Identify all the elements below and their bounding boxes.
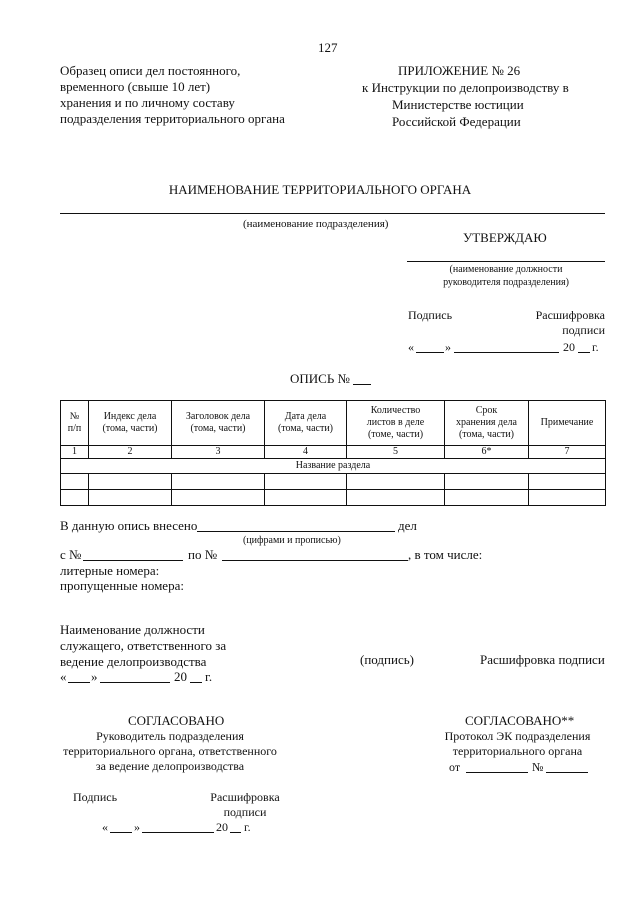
- approve-date-close: »: [445, 340, 451, 354]
- column-number: 5: [347, 446, 445, 459]
- agreed-right-from: от: [449, 760, 461, 774]
- agreed-left-title: СОГЛАСОВАНО: [128, 713, 225, 728]
- approve-year-suffix: г.: [592, 340, 599, 354]
- table-number-row: [61, 446, 606, 459]
- agreed-left-date-open: «: [102, 820, 108, 834]
- approve-position-line: [407, 261, 605, 262]
- table-cell: [89, 474, 172, 490]
- appendix-title: ПРИЛОЖЕНИЕ № 26: [398, 63, 521, 78]
- agreed-left-day-line: [110, 832, 132, 833]
- table-section-row: [61, 459, 606, 474]
- responsible-position: Наименование должности служащего, ответственного за ведение делопроизводства: [60, 622, 227, 669]
- from-number-line: [83, 560, 183, 561]
- approve-month-line: [454, 352, 559, 353]
- column-header: Количество листов в деле (томе, части): [347, 401, 445, 446]
- column-number: 2: [89, 446, 172, 459]
- appendix-line-2: к Инструкции по делопроизводству в: [362, 80, 569, 95]
- subdivision-hint: (наименование подразделения): [243, 218, 389, 230]
- table-cell: [61, 474, 89, 490]
- table-header-row: [61, 401, 606, 446]
- table-cell: [265, 474, 347, 490]
- to-number-line: [222, 560, 408, 561]
- table-row: [61, 490, 606, 506]
- digits-hint: (цифрами и прописью): [243, 535, 341, 546]
- table-cell: [445, 474, 529, 490]
- table-cell: [445, 490, 529, 506]
- approve-date-open: «: [408, 340, 414, 354]
- subdivision-line: [60, 213, 605, 214]
- agreed-left-year: 20: [216, 820, 228, 834]
- table-cell: [61, 490, 89, 506]
- appendix-line-4: Российской Федерации: [392, 114, 521, 129]
- agreed-left-year-line: [230, 832, 241, 833]
- agreed-left-year-suffix: г.: [244, 820, 251, 834]
- footer-date-close: »: [91, 669, 98, 684]
- page-number: 127: [318, 40, 338, 55]
- footer-year-line: [190, 682, 202, 683]
- table-cell: [265, 490, 347, 506]
- sample-description: Образец описи дел постоянного, временного (свыше 10 лет) хранения и по личному составу подразделения территориального органа: [60, 63, 285, 126]
- organization-name: НАИМЕНОВАНИЕ ТЕРРИТОРИАЛЬНОГО ОРГАНА: [168, 182, 472, 197]
- table-cell: [347, 474, 445, 490]
- agreed-left-signature: Подпись: [73, 790, 118, 804]
- column-number: 7: [529, 446, 606, 459]
- opis-title: ОПИСЬ №: [290, 371, 350, 386]
- column-header: № п/п: [61, 401, 89, 446]
- table-row: [61, 474, 606, 490]
- responsible-signature-label: (подпись): [360, 652, 414, 667]
- agreed-right-body: Протокол ЭК подразделения территориального органа: [444, 729, 591, 758]
- approve-decoding-label: Расшифровка подписи: [535, 308, 605, 337]
- approve-year: 20: [563, 340, 575, 354]
- approve-position-hint: (наименование должности руководителя подразделения): [443, 264, 569, 288]
- appendix-line-3: Министерстве юстиции: [392, 97, 524, 112]
- approve-year-line: [578, 352, 590, 353]
- from-number-label: с №: [60, 547, 82, 562]
- footer-date-open: «: [60, 669, 67, 684]
- letter-numbers-label: литерные номера:: [60, 563, 160, 578]
- to-number-label: по №: [188, 547, 218, 562]
- table-cell: [347, 490, 445, 506]
- agreed-right-title: СОГЛАСОВАНО**: [465, 713, 575, 728]
- included-prefix: В данную опись внесено: [60, 518, 198, 533]
- table-cell: [529, 490, 606, 506]
- responsible-decoding-label: Расшифровка подписи: [480, 652, 605, 667]
- table-cell: [172, 474, 265, 490]
- column-header: Заголовок дела (тома, части): [172, 401, 265, 446]
- column-number: 6*: [445, 446, 529, 459]
- footer-year-suffix: г.: [205, 669, 213, 684]
- agreed-left-decoding: Расшифровка подписи: [210, 790, 280, 819]
- column-number: 3: [172, 446, 265, 459]
- agreed-left-month-line: [142, 832, 214, 833]
- agreed-right-number: №: [532, 760, 544, 774]
- section-title: Название раздела: [61, 459, 606, 474]
- column-header: Срок хранения дела (тома, части): [445, 401, 529, 446]
- footer-year: 20: [174, 669, 187, 684]
- footer-day-line: [68, 682, 90, 683]
- agreed-right-number-line: [546, 772, 588, 773]
- approve-title: УТВЕРЖДАЮ: [463, 230, 547, 245]
- agreed-right-date-line: [466, 772, 528, 773]
- table-cell: [529, 474, 606, 490]
- table-cell: [172, 490, 265, 506]
- agreed-left-date-close: »: [134, 820, 140, 834]
- opis-number-line: [353, 384, 371, 385]
- agreed-left-body: Руководитель подразделения территориального органа, ответственного за ведение делопроизводства: [63, 729, 277, 773]
- including-label: , в том числе:: [408, 547, 483, 562]
- column-header: Примечание: [529, 401, 606, 446]
- approve-day-line: [416, 352, 444, 353]
- missed-numbers-label: пропущенные номера:: [60, 578, 184, 593]
- included-count-line: [197, 531, 395, 532]
- table-cell: [89, 490, 172, 506]
- column-header: Индекс дела (тома, части): [89, 401, 172, 446]
- column-header: Дата дела (тома, части): [265, 401, 347, 446]
- included-suffix: дел: [398, 518, 417, 533]
- footer-month-line: [100, 682, 170, 683]
- approve-signature-label: Подпись: [408, 308, 453, 322]
- opis-table: [60, 400, 606, 506]
- column-number: 1: [61, 446, 89, 459]
- column-number: 4: [265, 446, 347, 459]
